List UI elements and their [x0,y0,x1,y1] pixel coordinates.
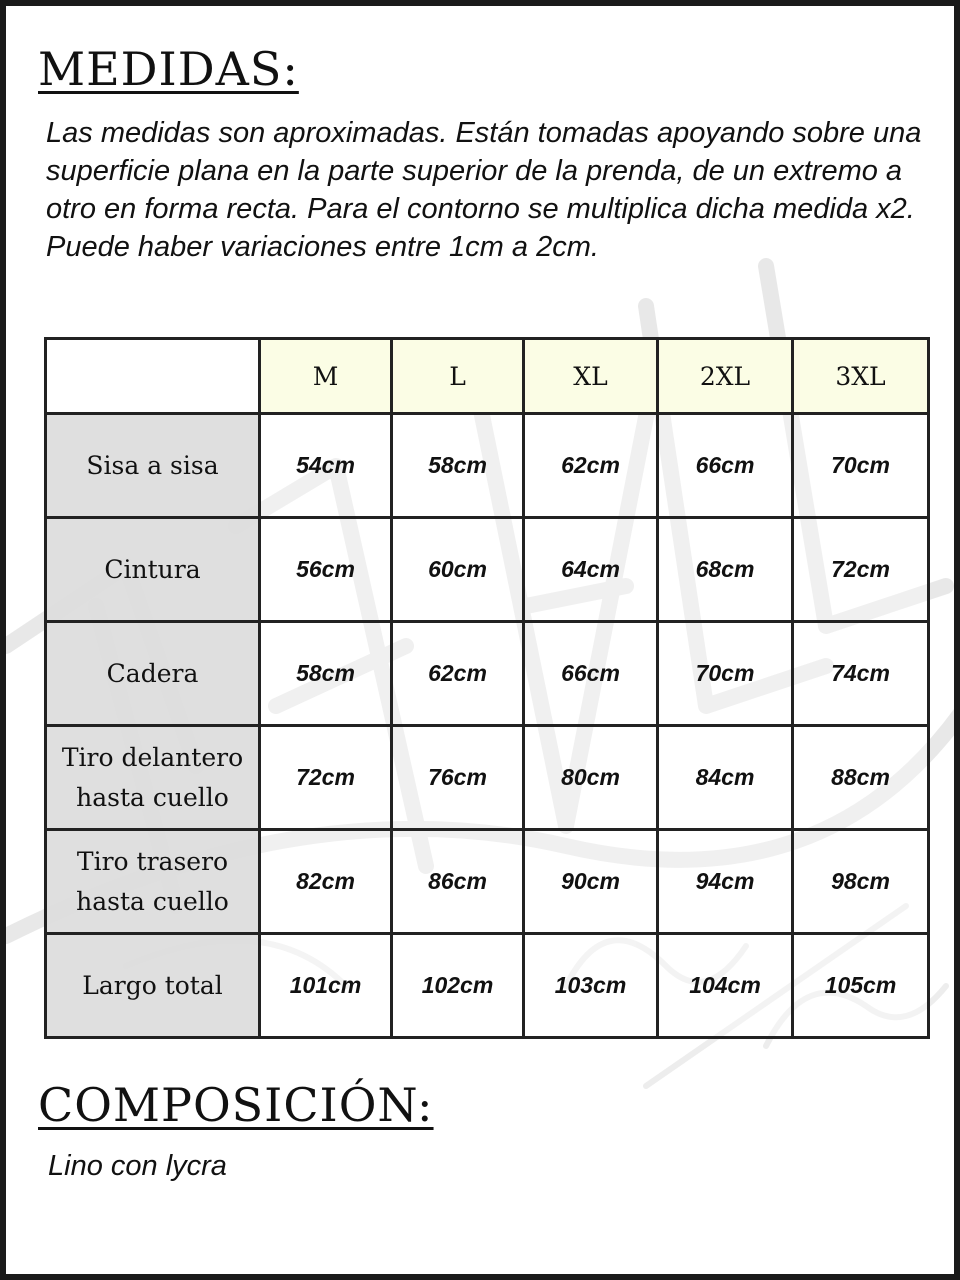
cell-value: 60cm [392,518,524,622]
cell-value: 105cm [793,934,929,1038]
cell-value: 64cm [524,518,658,622]
row-label-cintura: Cintura [46,518,260,622]
cell-value: 66cm [524,622,658,726]
cell-value: 94cm [658,830,793,934]
cell-value: 58cm [392,414,524,518]
row-label-tiro-trasero: Tiro trasero hasta cuello [46,830,260,934]
cell-value: 66cm [658,414,793,518]
cell-value: 56cm [260,518,392,622]
size-header-3xl: 3XL [793,339,929,414]
cell-value: 86cm [392,830,524,934]
cell-value: 70cm [658,622,793,726]
medidas-heading: MEDIDAS: [38,42,299,96]
cell-value: 102cm [392,934,524,1038]
cell-value: 88cm [793,726,929,830]
cell-value: 101cm [260,934,392,1038]
row-label-sisa: Sisa a sisa [46,414,260,518]
row-label-tiro-delantero: Tiro delantero hasta cuello [46,726,260,830]
table-row [46,518,929,622]
cell-value: 72cm [793,518,929,622]
composicion-heading: COMPOSICIÓN: [38,1078,434,1132]
cell-value: 62cm [392,622,524,726]
cell-value: 54cm [260,414,392,518]
size-header-l: L [392,339,524,414]
row-label-largo-total: Largo total [46,934,260,1038]
medidas-intro-text: Las medidas son aproximadas. Están tomadas apoyando sobre una superficie plana en la parte superior de la prenda, de un extremo a otro en forma recta. Para el contorno se multiplica dicha medida x2. Puede haber variaciones entre 1cm a 2cm. [46,117,922,263]
cell-value: 72cm [260,726,392,830]
cell-value: 103cm [524,934,658,1038]
table-row [46,622,929,726]
cell-value: 84cm [658,726,793,830]
cell-value: 62cm [524,414,658,518]
cell-value: 68cm [658,518,793,622]
cell-value: 74cm [793,622,929,726]
size-header-row [46,339,929,414]
size-header-m: M [260,339,392,414]
table-corner-cell [46,339,260,414]
cell-value: 98cm [793,830,929,934]
cell-value: 58cm [260,622,392,726]
size-header-xl: XL [524,339,658,414]
size-table [44,337,930,1039]
cell-value: 90cm [524,830,658,934]
composicion-text: Lino con lycra [48,1150,227,1182]
cell-value: 82cm [260,830,392,934]
table-row [46,830,929,934]
cell-value: 104cm [658,934,793,1038]
table-row [46,934,929,1038]
table-row [46,414,929,518]
cell-value: 70cm [793,414,929,518]
size-header-2xl: 2XL [658,339,793,414]
table-row [46,726,929,830]
cell-value: 80cm [524,726,658,830]
row-label-cadera: Cadera [46,622,260,726]
cell-value: 76cm [392,726,524,830]
